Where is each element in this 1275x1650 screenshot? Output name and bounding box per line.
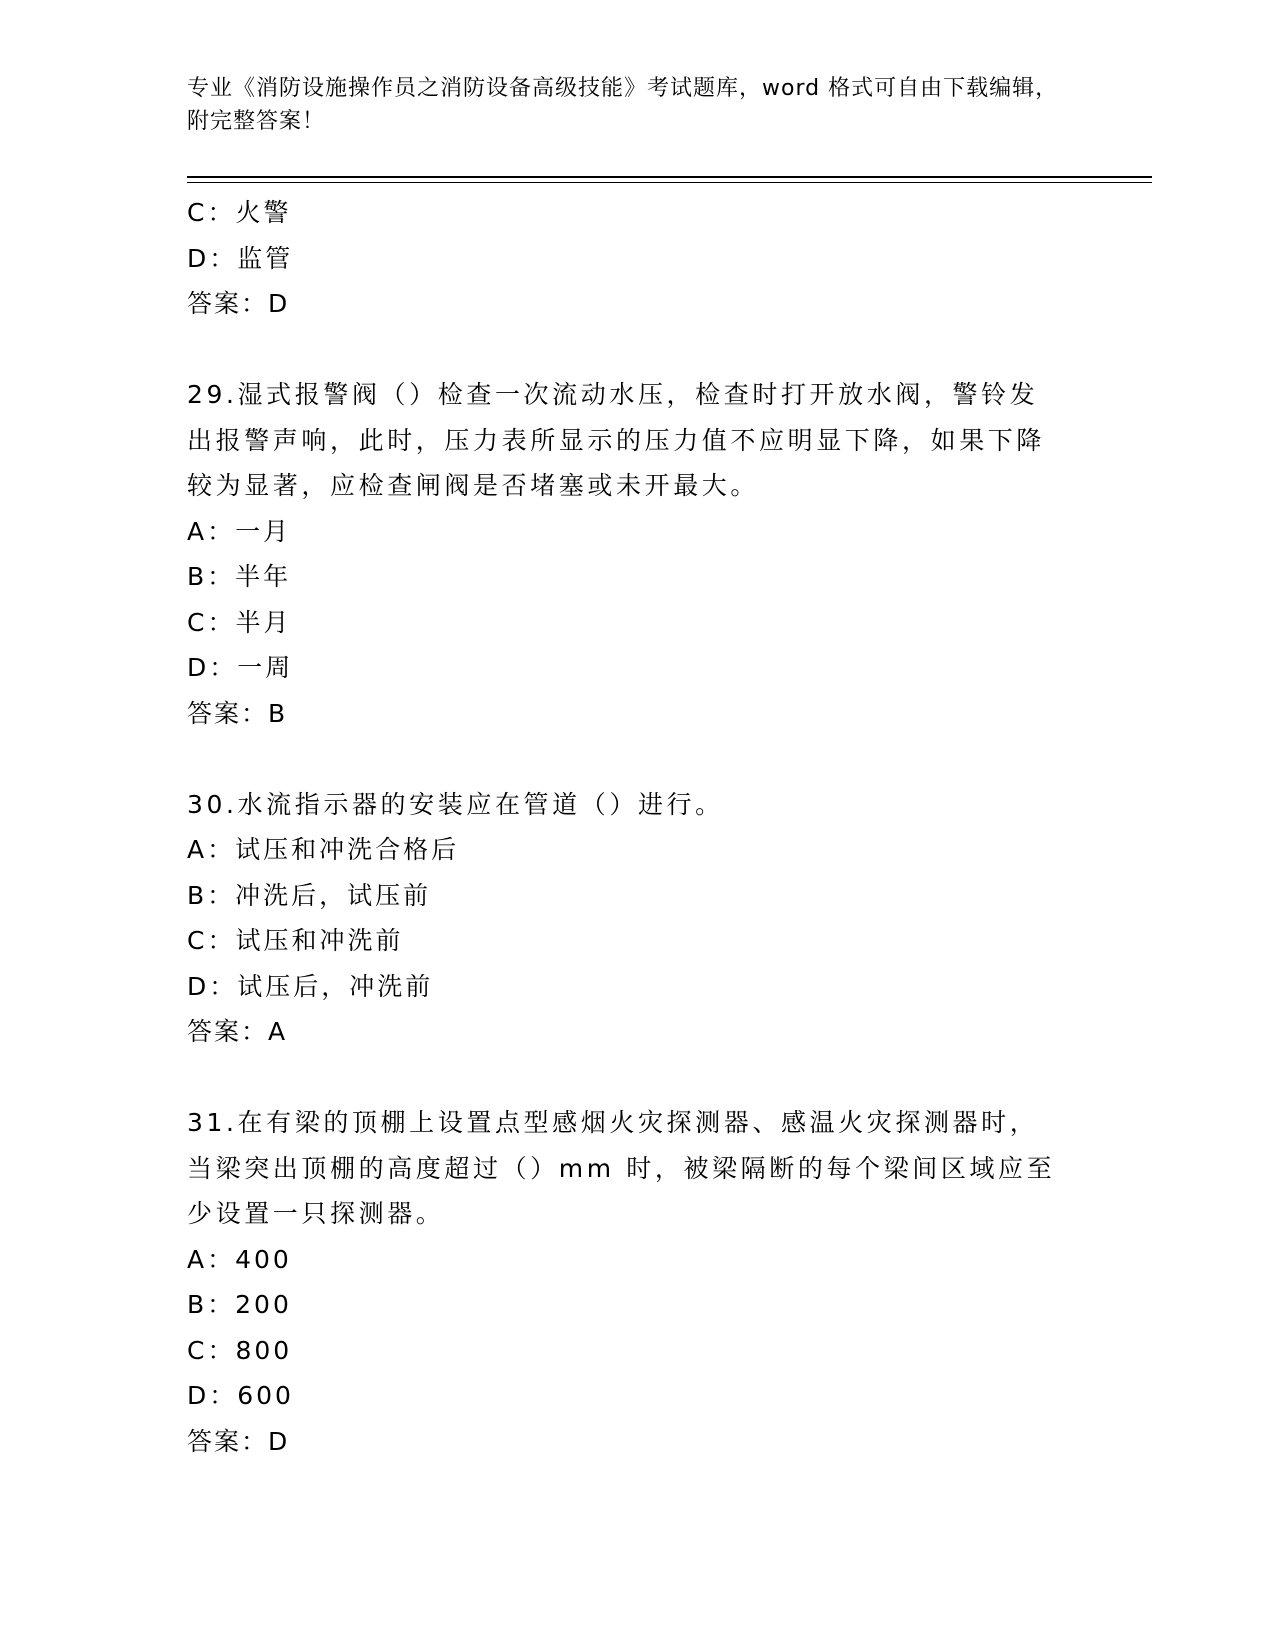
option-c: C：800 bbox=[187, 1335, 293, 1365]
question-content bbox=[187, 190, 1087, 1464]
answer-line: 答案：B bbox=[187, 698, 288, 728]
question-stem: 29.湿式报警阀（）检查一次流动水压，检查时打开放水阀，警铃发出报警声响，此时，压力表所显示的压力值不应明显下降，如果下降较为显著，应检查闸阀是否堵塞或未开最大。 bbox=[187, 380, 1046, 500]
option-a: A：试压和冲洗合格后 bbox=[187, 835, 460, 864]
answer-line: 答案：D bbox=[187, 289, 290, 318]
question-stem: 30.水流指示器的安装应在管道（）进行。 bbox=[187, 789, 724, 819]
option-d: D：600 bbox=[187, 1381, 294, 1410]
question-29 bbox=[187, 372, 1087, 736]
question-31 bbox=[187, 1100, 1087, 1464]
spacer bbox=[187, 1055, 1087, 1101]
option-d: D：监管 bbox=[187, 243, 294, 273]
answer-line: 答案：A bbox=[187, 1017, 288, 1046]
option-c: C：火警 bbox=[187, 198, 292, 227]
option-d: D：试压后，冲洗前 bbox=[187, 971, 434, 1001]
option-b: B：200 bbox=[187, 1290, 292, 1319]
header-divider bbox=[187, 176, 1152, 183]
answer-line: 答案：D bbox=[187, 1426, 290, 1456]
option-a: A：400 bbox=[187, 1244, 292, 1274]
option-a: A：一月 bbox=[187, 516, 292, 546]
question-30 bbox=[187, 782, 1087, 1055]
option-b: B：半年 bbox=[187, 562, 292, 591]
page-header: 专业《消防设施操作员之消防设备高级技能》考试题库，word 格式可自由下载编辑，附完整答案！ bbox=[187, 76, 1059, 134]
option-c: C：试压和冲洗前 bbox=[187, 926, 404, 955]
spacer bbox=[187, 327, 1087, 373]
spacer bbox=[187, 736, 1087, 782]
question-stem: 31.在有梁的顶棚上设置点型感烟火灾探测器、感温火灾探测器时，当梁突出顶棚的高度超过（）mm 时，被梁隔断的每个梁间区域应至少设置一只探测器。 bbox=[187, 1108, 1056, 1228]
previous-question-tail bbox=[187, 190, 1087, 327]
option-d: D：一周 bbox=[187, 653, 294, 682]
option-b: B：冲洗后，试压前 bbox=[187, 880, 432, 910]
option-c: C：半月 bbox=[187, 607, 292, 637]
